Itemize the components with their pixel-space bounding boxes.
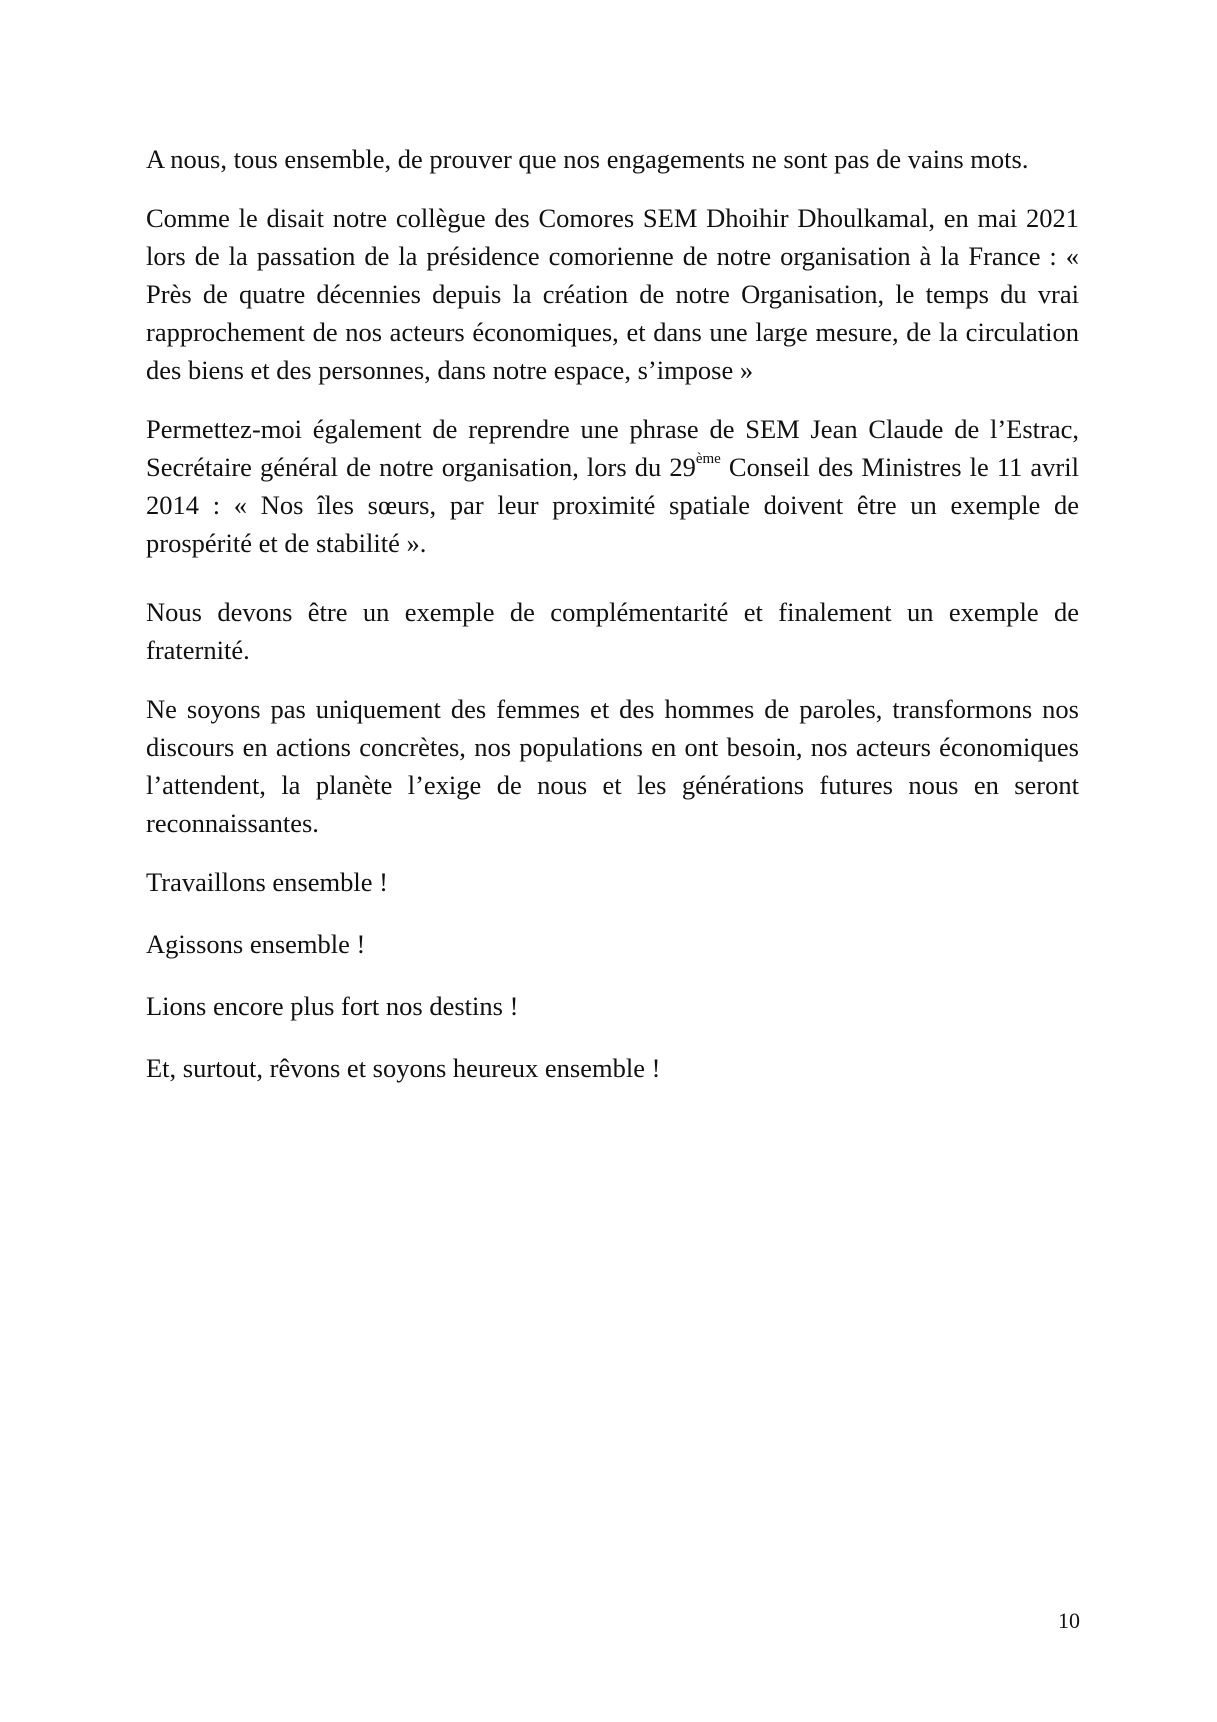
paragraph-comores-quote: Comme le disait notre collègue des Comores SEM Dhoihir Dhoulkamal, en mai 2021 lors de la passation de la présidence comorienne de notre organisation à la France : « Près de quatre décennies depuis la création de notre Organisation, le temps du vrai rapprochement de nos acteurs économiques, et dans une large mesure, de la circulation des biens et des personnes, dans notre espace, s’impose » [146, 203, 1079, 385]
line-agissons: Agissons ensemble ! [146, 929, 366, 959]
paragraph-actions: Ne soyons pas uniquement des femmes et des hommes de paroles, transformons nos discours en actions concrètes, nos populations en ont besoin, nos acteurs économiques l’attendent, la planète l’exige de nous et les générations futures nous en seront reconnaissantes. [146, 694, 1079, 838]
paragraph-engagements: A nous, tous ensemble, de prouver que nos engagements ne sont pas de vains mots. [146, 144, 1029, 174]
page-number: 10 [1058, 1608, 1080, 1633]
paragraph-estrac-quote-part2: Conseil des Ministres le 11 avril 2014 : « Nos îles sœurs, par leur proximité spatiale doivent être un exemple de prospérité et de stabilité ». [146, 452, 1079, 558]
line-lions: Lions encore plus fort nos destins ! [146, 991, 519, 1021]
line-travaillons: Travaillons ensemble ! [146, 867, 388, 897]
paragraph-fraternite: Nous devons être un exemple de complémentarité et finalement un exemple de fraternité. [146, 597, 1079, 665]
document-body [146, 140, 1079, 1111]
line-revons: Et, surtout, rêvons et soyons heureux ensemble ! [146, 1053, 661, 1083]
paragraph-estrac-quote [146, 410, 1079, 562]
ordinal-superscript: ème [695, 451, 721, 468]
paragraph-estrac-quote-part1: Permettez-moi également de reprendre une phrase de SEM Jean Claude de l’Estrac, Secrétaire général de notre organisation, lors du 29 [146, 414, 1079, 482]
